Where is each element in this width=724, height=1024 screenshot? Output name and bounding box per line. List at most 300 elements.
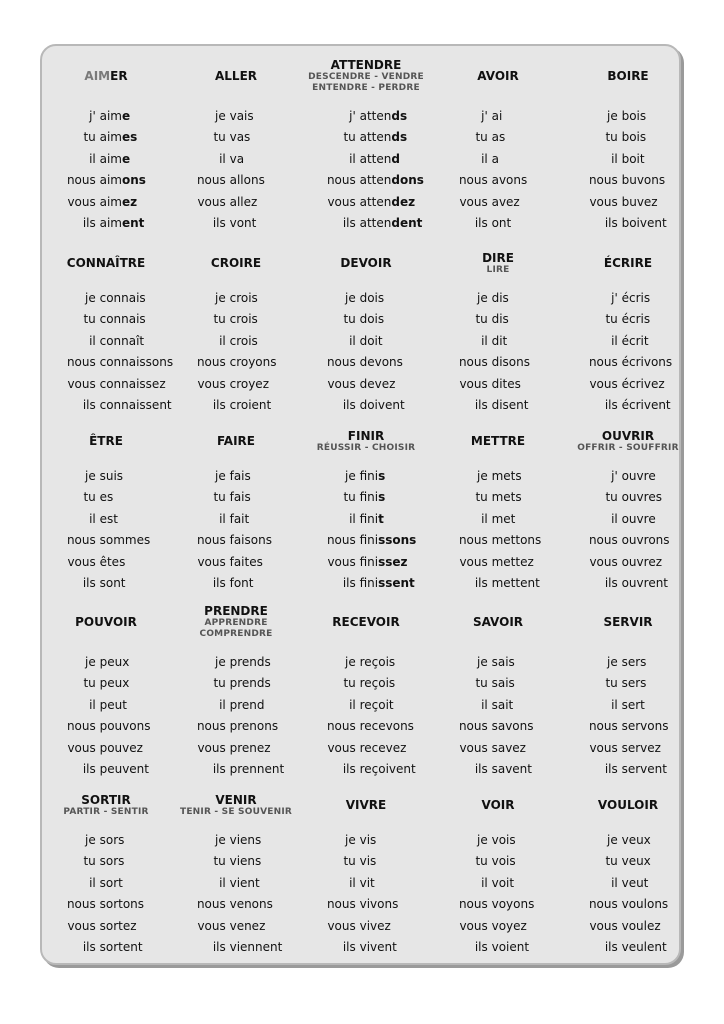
pronoun: ils xyxy=(604,762,618,776)
pronoun: nous xyxy=(196,355,226,370)
conjugation-line xyxy=(564,894,692,915)
conjugation-line xyxy=(172,673,300,694)
pronoun: tu xyxy=(605,854,618,869)
verb-form xyxy=(492,395,529,416)
conjugation-line xyxy=(434,149,562,170)
verb-form xyxy=(360,894,399,915)
verb-stem: vit xyxy=(359,875,375,890)
pronoun: ils xyxy=(342,940,356,954)
verb-stem: connaît xyxy=(99,333,145,348)
conjugation-line xyxy=(172,395,300,416)
verb-stem: sommes xyxy=(99,533,151,548)
verb-form xyxy=(622,487,662,508)
verb-form xyxy=(360,170,424,191)
pronoun: je xyxy=(477,469,488,483)
conjugation-line xyxy=(172,288,300,309)
pronoun: je xyxy=(85,291,96,305)
verb-header xyxy=(564,246,692,286)
pronoun: je xyxy=(607,655,618,669)
verb-stem: vis xyxy=(359,854,377,869)
pronoun: nous xyxy=(66,719,96,734)
verb-form xyxy=(230,374,269,395)
verb-stem: faisons xyxy=(229,533,272,548)
verb-form xyxy=(360,851,377,872)
verb-ending: t xyxy=(378,511,384,526)
verb-stem: buvez xyxy=(621,194,658,209)
conjugation-line xyxy=(42,170,170,191)
verb-form xyxy=(492,573,540,594)
verb-stem: mettez xyxy=(491,554,534,569)
verb-form xyxy=(230,894,273,915)
pronoun: nous xyxy=(326,173,356,188)
verb-form xyxy=(622,106,647,127)
pronoun: il xyxy=(89,697,96,712)
verb-form xyxy=(100,937,143,958)
pronoun: vous xyxy=(197,554,226,569)
conjugation-line xyxy=(434,573,562,594)
verb-form xyxy=(492,695,514,716)
verb-form xyxy=(230,509,250,530)
verb-ending: s xyxy=(378,490,386,505)
verb-form xyxy=(360,552,408,573)
pronoun: vous xyxy=(67,918,96,933)
verb-ending: es xyxy=(121,130,138,145)
verb-form xyxy=(492,509,516,530)
conjugation-line xyxy=(42,937,170,958)
conjugation-line xyxy=(42,673,170,694)
conjugation-line xyxy=(302,149,430,170)
conjugation-line xyxy=(302,509,430,530)
pronoun: tu xyxy=(213,130,226,145)
verb-form xyxy=(100,170,146,191)
verb-title: ALLER xyxy=(214,69,258,83)
verb-form xyxy=(100,695,127,716)
conjugation-line xyxy=(564,466,692,487)
verb-form xyxy=(622,695,645,716)
verb-title xyxy=(42,69,170,83)
verb-stem: atten xyxy=(359,216,392,230)
conjugation-line xyxy=(434,916,562,937)
verb-stem: font xyxy=(229,576,254,590)
verb-stem: sors xyxy=(99,854,125,869)
conjugation-line xyxy=(302,395,430,416)
verb-stem: devons xyxy=(359,355,403,370)
pronoun: nous xyxy=(326,719,356,734)
verb-stem: mets xyxy=(491,490,522,505)
verb-form xyxy=(230,170,265,191)
pronoun: nous xyxy=(66,897,96,912)
verb-ending: ssez xyxy=(378,554,408,569)
conjugation-line xyxy=(42,738,170,759)
verb-block xyxy=(172,54,300,239)
pronoun: ils xyxy=(604,576,618,590)
pronoun: vous xyxy=(327,740,356,755)
verb-block xyxy=(172,600,300,785)
verb-stem: savent xyxy=(491,762,532,776)
conjugation-line xyxy=(172,374,300,395)
verb-stem: ouvre xyxy=(621,511,656,526)
verb-header xyxy=(172,600,300,640)
pronoun: il xyxy=(481,697,488,712)
verb-block xyxy=(42,246,174,431)
conjugation-line xyxy=(434,395,562,416)
verb-block xyxy=(564,424,692,609)
pronoun: ils xyxy=(474,216,488,230)
verb-form xyxy=(230,830,262,851)
pronoun: vous xyxy=(459,194,488,209)
conjugation-line xyxy=(172,213,300,234)
pronoun: ils xyxy=(342,576,356,590)
conjugation-line xyxy=(434,331,562,352)
pronoun: je xyxy=(85,469,96,483)
verb-title: AVOIR xyxy=(477,69,519,83)
verb-header xyxy=(302,788,430,828)
verb-stem: dites xyxy=(491,376,521,391)
verb-form xyxy=(100,309,146,330)
conjugation-line xyxy=(302,213,430,234)
verb-stem: viens xyxy=(229,833,262,847)
verb-stem: veux xyxy=(621,854,651,869)
verb-stem: peuvent xyxy=(99,762,149,776)
conjugation-line xyxy=(564,192,692,213)
conjugation-line xyxy=(302,916,430,937)
verb-form xyxy=(360,127,408,148)
conjugation-line xyxy=(434,937,562,958)
pronoun: je xyxy=(477,291,488,305)
verb-form xyxy=(360,873,375,894)
conjugation-line xyxy=(302,487,430,508)
verb-form xyxy=(622,466,656,487)
pronoun: ils xyxy=(82,398,96,412)
pronoun: vous xyxy=(327,376,356,391)
conjugation-line xyxy=(302,873,430,894)
verb-form xyxy=(230,937,283,958)
verb-stem: reçoit xyxy=(359,697,394,712)
verb-form xyxy=(492,106,503,127)
verb-form xyxy=(100,487,114,508)
pronoun: ils xyxy=(604,940,618,954)
verb-form xyxy=(100,352,174,373)
verb-block xyxy=(172,246,300,431)
verb-stem: venez xyxy=(229,918,266,933)
pronoun: tu xyxy=(475,490,488,505)
conjugation-line xyxy=(172,309,300,330)
pronoun: nous xyxy=(326,355,356,370)
verb-ending: ent xyxy=(121,216,145,230)
pronoun: vous xyxy=(589,918,618,933)
verb-form xyxy=(622,894,669,915)
verb-stem: vas xyxy=(229,130,251,145)
conjugation-line xyxy=(564,374,692,395)
pronoun: je xyxy=(477,833,488,847)
verb-form xyxy=(230,149,244,170)
conjugation-line xyxy=(564,395,692,416)
verb-form xyxy=(230,759,285,780)
verb-stem: crois xyxy=(229,312,258,327)
verb-form xyxy=(492,716,534,737)
verb-header xyxy=(302,600,430,640)
pronoun: ils xyxy=(474,398,488,412)
verb-title: POUVOIR xyxy=(75,615,137,629)
verb-block xyxy=(434,54,562,239)
pronoun: je xyxy=(85,833,96,847)
verb-stem: bois xyxy=(621,109,647,123)
verb-title: ATTENDRE xyxy=(330,58,402,72)
conjugation-line xyxy=(172,530,300,551)
conjugation-line xyxy=(564,738,692,759)
pronoun: nous xyxy=(326,897,356,912)
verb-title-ending: ER xyxy=(110,69,128,83)
pronoun: il xyxy=(349,697,356,712)
verb-stem: veulent xyxy=(621,940,667,954)
verb-stem: dit xyxy=(491,333,508,348)
verb-stem: allez xyxy=(229,194,258,209)
verb-form xyxy=(230,916,266,937)
verb-stem: connaissez xyxy=(99,376,166,391)
verb-stem: sers xyxy=(621,655,647,669)
pronoun: il xyxy=(219,697,226,712)
pronoun: nous xyxy=(326,533,356,548)
verb-stem: vois xyxy=(491,854,516,869)
verb-stem: aim xyxy=(99,109,122,123)
verb-form xyxy=(360,395,405,416)
verb-block xyxy=(302,54,430,239)
verb-form xyxy=(360,309,385,330)
pronoun: nous xyxy=(196,719,226,734)
verb-form xyxy=(100,759,149,780)
verb-form xyxy=(622,127,647,148)
pronoun: nous xyxy=(66,173,96,188)
verb-form xyxy=(360,352,403,373)
conjugation-card xyxy=(40,44,681,965)
pronoun: vous xyxy=(327,918,356,933)
pronoun: il xyxy=(349,875,356,890)
pronoun: nous xyxy=(588,533,618,548)
verb-form xyxy=(360,673,396,694)
pronoun: tu xyxy=(83,130,96,145)
verb-form xyxy=(230,873,260,894)
conjugation-line xyxy=(564,573,692,594)
verb-form xyxy=(622,192,658,213)
verb-stem: savons xyxy=(491,719,534,734)
verb-stem: ouvrons xyxy=(621,533,670,548)
verb-form xyxy=(360,466,386,487)
verb-stem: dis xyxy=(491,291,509,305)
pronoun: il xyxy=(481,511,488,526)
verb-title: FAIRE xyxy=(216,434,255,448)
verb-title: SORTIR xyxy=(81,793,131,807)
verb-form xyxy=(230,487,251,508)
verb-stem: écris xyxy=(621,312,651,327)
conjugation-line xyxy=(172,716,300,737)
verb-stem: croyons xyxy=(229,355,277,370)
pronoun: nous xyxy=(588,173,618,188)
conjugation-line xyxy=(302,759,430,780)
verb-ending: ds xyxy=(391,130,408,145)
verb-stem: avez xyxy=(491,194,520,209)
pronoun: ils xyxy=(342,762,356,776)
pronoun: il xyxy=(89,151,96,166)
conjugation-line xyxy=(434,873,562,894)
conjugation-line xyxy=(42,288,170,309)
verb-stem: sais xyxy=(491,655,515,669)
verb-ending: ssons xyxy=(378,533,417,548)
verb-form xyxy=(230,106,254,127)
conjugation-line xyxy=(302,830,430,851)
verb-form xyxy=(622,916,661,937)
verb-header xyxy=(434,424,562,464)
conjugation-line xyxy=(434,530,562,551)
verb-ending: dent xyxy=(391,216,423,230)
pronoun: il xyxy=(349,511,356,526)
verb-form xyxy=(360,530,417,551)
pronoun: il xyxy=(611,697,618,712)
pronoun: je xyxy=(345,655,356,669)
verb-stem: pouvons xyxy=(99,719,151,734)
verb-form xyxy=(360,759,416,780)
conjugation-line xyxy=(302,652,430,673)
verb-stem: suis xyxy=(99,469,124,483)
verb-stem: vais xyxy=(229,109,254,123)
conjugation-line xyxy=(564,916,692,937)
verb-header xyxy=(42,246,170,286)
verb-form xyxy=(230,309,258,330)
conjugation-line xyxy=(42,652,170,673)
verb-form xyxy=(100,830,125,851)
conjugation-line xyxy=(302,851,430,872)
pronoun: nous xyxy=(458,533,488,548)
verb-stem: fait xyxy=(229,511,250,526)
verb-stem: servons xyxy=(621,719,669,734)
verb-related-verbs: RÉUSSIR - CHOISIR xyxy=(316,443,416,453)
verb-stem: sortent xyxy=(99,940,143,954)
verb-title-stem: AIM xyxy=(84,69,111,83)
verb-block xyxy=(302,788,430,973)
conjugation-line xyxy=(172,738,300,759)
verb-form xyxy=(622,673,647,694)
verb-stem: mets xyxy=(491,469,522,483)
conjugation-line xyxy=(302,530,430,551)
verb-title: CROIRE xyxy=(210,256,262,270)
verb-form xyxy=(230,466,251,487)
verb-form xyxy=(622,213,667,234)
pronoun: je xyxy=(215,469,226,483)
conjugation-line xyxy=(302,695,430,716)
pronoun: vous xyxy=(459,918,488,933)
pronoun: nous xyxy=(66,533,96,548)
verb-stem: sert xyxy=(621,697,645,712)
verb-stem: sors xyxy=(99,833,125,847)
verb-header xyxy=(564,600,692,640)
pronoun: vous xyxy=(589,554,618,569)
verb-form xyxy=(360,192,415,213)
conjugation-line xyxy=(42,192,170,213)
pronoun: il xyxy=(219,875,226,890)
verb-header xyxy=(42,600,170,640)
verb-title: VIVRE xyxy=(345,798,387,812)
verb-stem: avons xyxy=(491,173,528,188)
verb-stem: voit xyxy=(491,875,515,890)
verb-form xyxy=(492,937,529,958)
verb-stem: reçois xyxy=(359,655,396,669)
conjugation-line xyxy=(42,851,170,872)
verb-form xyxy=(492,851,516,872)
verb-stem: reçoivent xyxy=(359,762,416,776)
conjugation-line xyxy=(42,395,170,416)
conjugation-line xyxy=(42,894,170,915)
conjugation-line xyxy=(42,127,170,148)
verb-header xyxy=(42,54,170,94)
conjugation-line xyxy=(172,170,300,191)
verb-stem: dois xyxy=(359,291,385,305)
conjugation-line xyxy=(564,695,692,716)
conjugation-line xyxy=(42,309,170,330)
verb-form xyxy=(100,331,145,352)
verb-stem: voyez xyxy=(491,918,527,933)
verb-header xyxy=(434,788,562,828)
verb-form xyxy=(622,331,649,352)
verb-form xyxy=(622,374,665,395)
conjugation-line xyxy=(172,830,300,851)
pronoun: je xyxy=(345,469,356,483)
conjugation-line xyxy=(302,716,430,737)
pronoun: ils xyxy=(212,940,226,954)
pronoun: ils xyxy=(82,576,96,590)
verb-stem: bois xyxy=(621,130,647,145)
verb-form xyxy=(100,395,172,416)
conjugation-line xyxy=(564,127,692,148)
pronoun: ils xyxy=(604,398,618,412)
verb-related-verbs: ENTENDRE - PERDRE xyxy=(312,83,420,93)
pronoun: tu xyxy=(605,490,618,505)
conjugation-line xyxy=(42,149,170,170)
verb-header xyxy=(172,54,300,94)
verb-stem: sait xyxy=(491,697,514,712)
pronoun: je xyxy=(477,655,488,669)
verb-stem: fini xyxy=(359,554,379,569)
conjugation-line xyxy=(564,213,692,234)
verb-title: VOIR xyxy=(481,798,515,812)
pronoun: tu xyxy=(83,676,96,691)
conjugation-line xyxy=(564,937,692,958)
verb-stem: fini xyxy=(359,576,379,590)
pronoun: ils xyxy=(212,762,226,776)
verb-form xyxy=(360,106,408,127)
verb-stem: devez xyxy=(359,376,396,391)
conjugation-line xyxy=(564,759,692,780)
pronoun: vous xyxy=(67,376,96,391)
pronoun: vous xyxy=(67,740,96,755)
pronoun: vous xyxy=(197,194,226,209)
verb-form xyxy=(492,916,527,937)
verb-related-verbs: DESCENDRE - VENDRE xyxy=(308,72,424,82)
verb-stem: atten xyxy=(359,194,392,209)
verb-stem: a xyxy=(491,151,499,166)
verb-form xyxy=(492,192,520,213)
verb-stem: disent xyxy=(491,398,529,412)
verb-stem: atten xyxy=(359,130,392,145)
verb-header xyxy=(564,788,692,828)
verb-form xyxy=(360,830,377,851)
conjugation-line xyxy=(434,673,562,694)
verb-title: RECEVOIR xyxy=(332,615,400,629)
verb-stem: vivent xyxy=(359,940,397,954)
verb-stem: vis xyxy=(359,833,377,847)
verb-form xyxy=(230,573,254,594)
verb-block xyxy=(564,788,692,973)
pronoun: ils xyxy=(82,762,96,776)
verb-stem: servez xyxy=(621,740,661,755)
